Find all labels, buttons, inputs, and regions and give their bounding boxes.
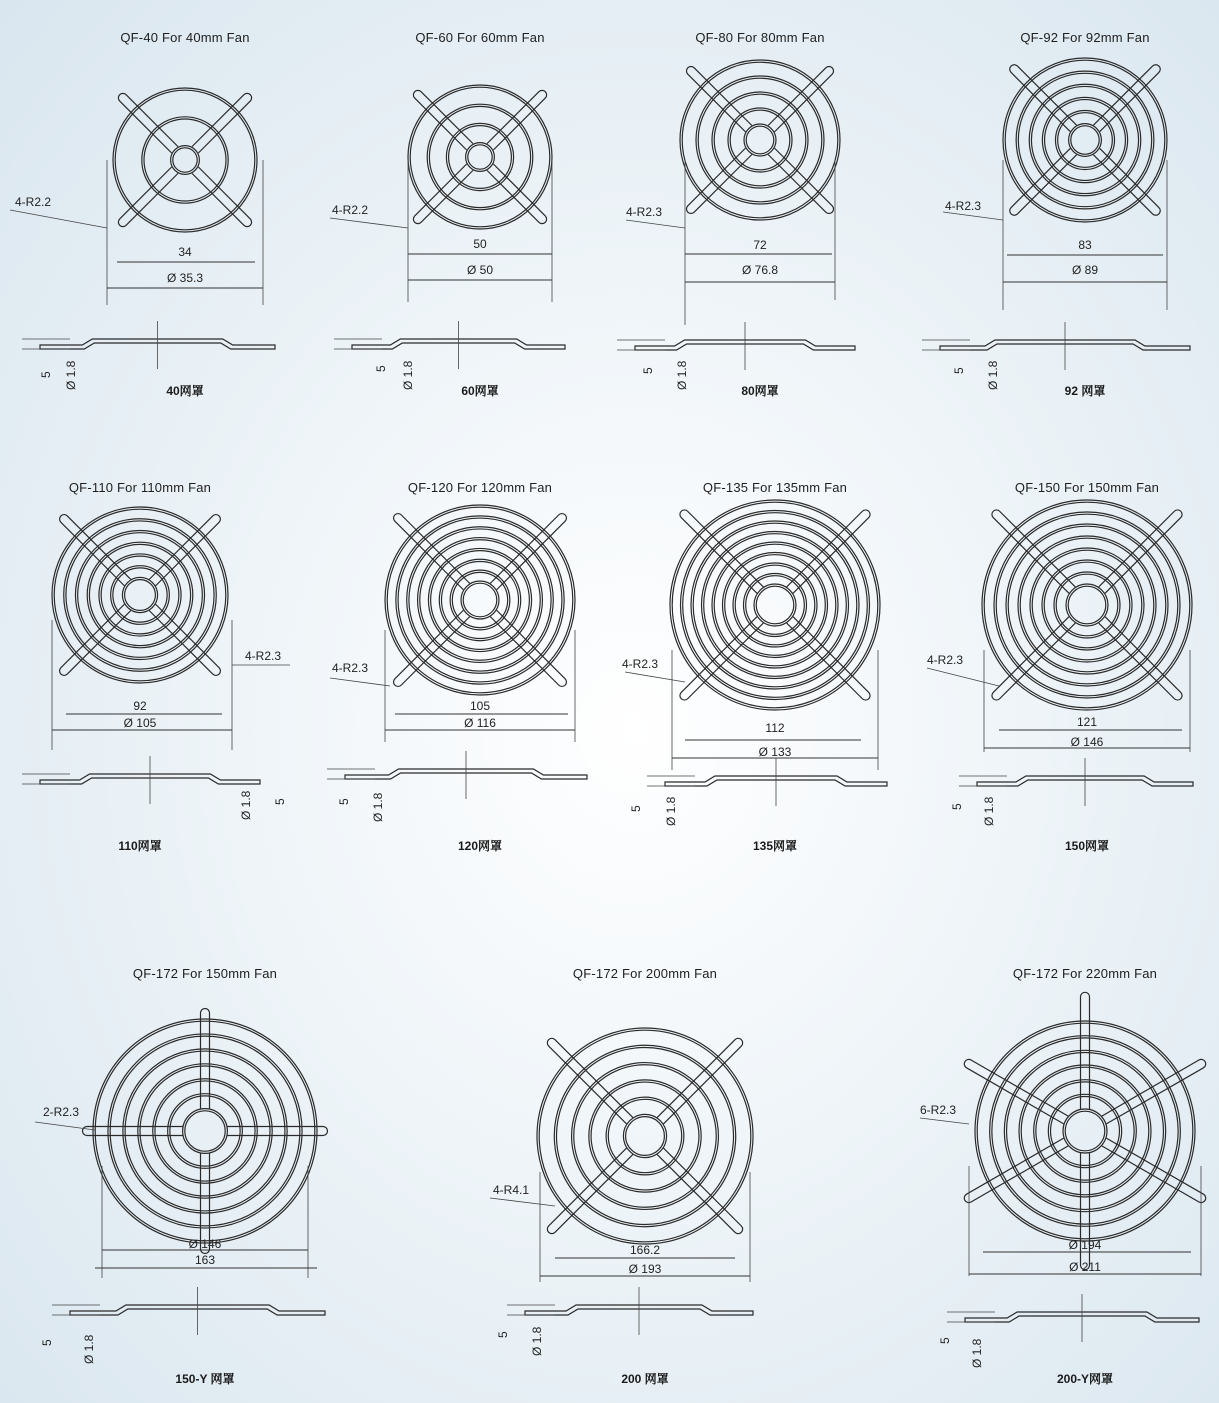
guard-ring	[441, 561, 518, 638]
guard-ring	[537, 1028, 753, 1244]
guard-spoke	[1093, 148, 1160, 215]
guard-spoke	[1099, 510, 1182, 593]
guard-caption: 60网罩	[461, 384, 499, 398]
radius-label: 4-R2.3	[927, 653, 964, 667]
guard-ring	[693, 523, 857, 687]
guard-drawing	[935, 0, 1219, 420]
guard-title: QF-172 For 200mm Fan	[572, 966, 718, 981]
guard-ring	[1003, 58, 1167, 222]
guard-caption: 135网罩	[752, 839, 798, 853]
guard-ring	[672, 502, 878, 708]
wire-dim: Ø 1.8	[970, 1338, 984, 1368]
guard-ring	[556, 1047, 733, 1224]
guard-caption: 110网罩	[118, 839, 162, 853]
guard-ring	[1016, 71, 1154, 209]
guard-ring	[431, 551, 530, 650]
guard-ring	[554, 1045, 735, 1226]
guard-ring	[93, 1019, 317, 1243]
guard-ring	[125, 1051, 285, 1211]
guard-ring	[1063, 1109, 1107, 1153]
guard-ring	[1055, 110, 1114, 169]
guard-spoke	[118, 167, 178, 227]
height-dim: 5	[938, 1337, 952, 1344]
guard-drawing	[927, 450, 1219, 870]
outer-dim: Ø 116	[464, 716, 496, 730]
guard-drawing	[495, 936, 795, 1403]
wire-dim: Ø 1.8	[239, 790, 253, 820]
guard-ring	[712, 542, 838, 668]
radius-label: 4-R2.2	[15, 195, 52, 209]
guard-spoke	[992, 510, 1075, 593]
guard-ring	[450, 570, 510, 630]
guard-ring	[78, 533, 203, 658]
wire-dim: Ø 1.8	[82, 1334, 96, 1364]
guard-ring	[1051, 1097, 1120, 1166]
guard-ring	[702, 532, 849, 679]
guard-ring	[1069, 124, 1102, 157]
guard-ring	[173, 148, 197, 172]
guard-ring	[387, 507, 573, 693]
radius-label: 2-R2.3	[43, 1105, 80, 1119]
outer-dim: Ø 89	[1071, 263, 1099, 277]
outer-dim: Ø 50	[466, 263, 494, 277]
inner-dim: 92	[133, 699, 147, 713]
guard-spoke	[413, 164, 473, 224]
guard-ring	[1068, 586, 1106, 624]
inner-dim: Ø 146	[188, 1237, 222, 1251]
guard-ring	[52, 507, 228, 683]
height-dim: 5	[629, 805, 643, 812]
guard-qf135	[622, 450, 925, 870]
inner-dim: 72	[753, 238, 767, 252]
guard-ring	[54, 509, 226, 681]
guard-ring	[144, 119, 226, 201]
guard-profile	[647, 758, 887, 806]
guard-qf92	[935, 0, 1219, 420]
wire-dim: Ø 1.8	[530, 1326, 544, 1356]
guard-spoke	[60, 604, 131, 675]
guard-drawing	[920, 936, 1219, 1403]
guard-drawing	[15, 0, 335, 420]
guard-spoke	[992, 617, 1075, 700]
guard-ring	[744, 124, 776, 156]
guard-caption: 40网罩	[166, 384, 204, 398]
inner-dim: 50	[473, 237, 487, 251]
inner-dim: 166.2	[629, 1243, 661, 1257]
outer-dim: Ø 146	[1070, 735, 1104, 749]
guard-ring	[113, 88, 257, 232]
guard-ring	[992, 1038, 1178, 1224]
inner-dim: 121	[1076, 715, 1098, 729]
inner-dim: 112	[765, 721, 785, 735]
guard-ring	[996, 514, 1178, 696]
guard-ring	[1042, 560, 1132, 650]
inner-dim: 83	[1078, 238, 1092, 252]
wire-dim: Ø 1.8	[664, 796, 678, 826]
guard-caption: 150-Y 网罩	[175, 1372, 235, 1386]
guard-ring	[385, 505, 575, 695]
guard-spoke	[394, 514, 470, 590]
guard-title: QF-135 For 135mm Fan	[702, 480, 848, 495]
outer-dim: Ø 193	[628, 1262, 662, 1276]
guard-ring	[572, 1063, 719, 1210]
guard-ring	[608, 1099, 681, 1172]
guard-ring	[682, 62, 838, 218]
guard-ring	[89, 544, 190, 645]
guard-ring	[110, 1036, 300, 1226]
guard-ring	[756, 586, 794, 624]
radius-label: 4-R2.3	[626, 205, 663, 219]
guard-profile	[922, 322, 1190, 370]
guard-qf120	[330, 450, 630, 870]
guard-ring	[1034, 1080, 1137, 1183]
guard-spoke	[787, 617, 870, 700]
guard-ring	[123, 1049, 287, 1213]
guard-ring	[1004, 1050, 1165, 1211]
guard-ring	[698, 78, 822, 202]
guard-spoke	[686, 66, 751, 131]
inner-dim: Ø 194	[1068, 1238, 1102, 1252]
guard-title: QF-172 For 220mm Fan	[1012, 966, 1158, 981]
guard-ring	[108, 1034, 302, 1228]
guard-ring	[1029, 84, 1141, 196]
guard-caption: 120网罩	[457, 839, 503, 853]
guard-ring	[1007, 1053, 1164, 1210]
guard-profile	[334, 321, 565, 369]
guard-ring	[994, 512, 1180, 698]
guard-ring	[1065, 1111, 1105, 1151]
guard-ring	[982, 500, 1192, 710]
guard-profile	[617, 322, 855, 370]
guard-spoke	[680, 510, 763, 593]
guard-ring	[1054, 572, 1120, 638]
guard-ring	[398, 518, 562, 682]
guard-ring	[744, 574, 807, 637]
guard-ring	[1045, 100, 1126, 181]
radius-label: 6-R2.3	[920, 1103, 957, 1117]
height-dim: 5	[641, 367, 655, 374]
guard-drawing	[330, 450, 630, 870]
guard-spoke	[394, 610, 470, 686]
guard-ring	[125, 580, 156, 611]
guard-face	[385, 505, 575, 695]
guard-spoke	[487, 90, 547, 150]
guard-qf60	[330, 0, 630, 420]
guard-ring	[122, 577, 157, 612]
guard-spoke	[768, 148, 833, 213]
guard-ring	[95, 1021, 315, 1241]
inner-dim: 34	[178, 245, 192, 259]
guard-ring	[183, 1109, 228, 1154]
guard-ring	[87, 542, 193, 648]
guard-ring	[1018, 536, 1156, 674]
height-dim: 5	[496, 1331, 510, 1338]
guard-ring	[730, 110, 790, 170]
radius-label: 4-R2.2	[332, 203, 369, 217]
guard-ring	[461, 581, 499, 619]
guard-ring	[623, 1114, 666, 1157]
guard-title: QF-92 For 92mm Fan	[1020, 30, 1150, 45]
guard-face	[537, 1028, 753, 1244]
guard-ring	[539, 1030, 751, 1242]
guard-ring	[113, 568, 167, 622]
guard-ring	[1030, 548, 1144, 662]
guard-ring	[427, 104, 533, 210]
guard-spoke	[487, 164, 547, 224]
guard-spoke	[490, 514, 566, 590]
inner-dim: 105	[469, 699, 491, 713]
guard-ring	[1031, 86, 1138, 193]
guard-ring	[1071, 126, 1099, 154]
guard-title: QF-110 For 110mm Fan	[68, 480, 212, 495]
guard-spoke	[787, 510, 870, 593]
guard-ring	[725, 555, 826, 656]
outer-dim: Ø 76.8	[741, 263, 779, 277]
guard-spoke	[1010, 148, 1077, 215]
guard-ring	[1066, 584, 1108, 626]
guard-ring	[429, 106, 530, 207]
guard-profile	[22, 756, 260, 804]
guard-spoke	[192, 93, 252, 153]
guard-face	[83, 1009, 328, 1254]
guard-face	[1003, 58, 1167, 222]
guard-drawing	[610, 0, 910, 420]
guard-ring	[449, 126, 512, 189]
guard-spoke	[680, 617, 763, 700]
guard-qf172-150	[40, 936, 355, 1403]
guard-spoke	[149, 515, 220, 586]
guard-ring	[428, 548, 531, 651]
guard-ring	[153, 1079, 258, 1184]
guard-spoke	[60, 515, 131, 586]
guard-drawing	[622, 450, 925, 870]
radius-label: 4-R4.1	[493, 1183, 530, 1197]
guard-drawing	[330, 0, 630, 420]
guard-face	[113, 88, 257, 232]
guard-face	[408, 85, 552, 229]
guard-qf172-200	[495, 936, 795, 1403]
guard-ring	[1020, 538, 1154, 672]
guard-ring	[984, 502, 1190, 708]
outer-dim: Ø 35.3	[166, 271, 204, 285]
guard-ring	[606, 1097, 684, 1175]
guard-profile	[947, 1294, 1199, 1342]
guard-ring	[1032, 550, 1142, 660]
guard-title: QF-150 For 150mm Fan	[1014, 480, 1160, 495]
guard-ring	[1021, 1067, 1149, 1195]
outer-dim: Ø 133	[758, 745, 792, 759]
guard-ring	[1018, 73, 1151, 206]
height-dim: 5	[337, 798, 351, 805]
guard-ring	[446, 123, 513, 190]
guard-spoke	[1093, 65, 1160, 132]
guard-title: QF-40 For 40mm Fan	[120, 30, 250, 45]
guard-face	[52, 507, 228, 683]
guard-ring	[185, 1111, 225, 1151]
guard-ring	[1058, 113, 1113, 168]
radius-label: 4-R2.3	[945, 199, 982, 213]
guard-ring	[728, 108, 792, 172]
guard-spoke	[149, 604, 220, 675]
guard-spoke	[1099, 617, 1182, 700]
guard-ring	[696, 76, 824, 204]
height-dim: 5	[952, 367, 966, 374]
guard-title: QF-60 For 60mm Fan	[415, 30, 545, 45]
wire-dim: Ø 1.8	[401, 360, 415, 390]
guard-qf80	[610, 0, 910, 420]
guard-title: QF-80 For 80mm Fan	[695, 30, 825, 45]
guard-qf150	[927, 450, 1219, 870]
guard-caption: 92 网罩	[1064, 384, 1106, 398]
guard-ring	[574, 1065, 716, 1207]
guard-qf172-220	[920, 936, 1219, 1403]
guard-ring	[626, 1117, 665, 1156]
outer-dim: Ø 211	[1069, 1260, 1101, 1274]
guard-ring	[1044, 562, 1130, 648]
guard-ring	[723, 553, 828, 658]
guard-spoke	[490, 610, 566, 686]
guard-ring	[975, 1021, 1195, 1241]
guard-caption: 200 网罩	[621, 1372, 669, 1386]
guard-ring	[1019, 1065, 1151, 1197]
guard-ring	[746, 126, 774, 154]
guard-profile	[327, 751, 587, 799]
guard-ring	[691, 521, 859, 689]
guard-spoke	[768, 66, 833, 131]
guard-ring	[680, 60, 840, 220]
height-dim: 5	[273, 798, 287, 805]
guard-ring	[735, 565, 815, 645]
guard-ring	[990, 1036, 1181, 1227]
radius-label: 4-R2.3	[245, 649, 282, 663]
guard-ring	[754, 584, 796, 626]
guard-profile	[22, 321, 275, 369]
guard-ring	[111, 566, 170, 625]
guard-ring	[138, 1064, 272, 1198]
wire-dim: Ø 1.8	[64, 360, 78, 390]
guard-profile	[52, 1287, 325, 1335]
guard-spoke	[686, 148, 751, 213]
radius-label: 4-R2.3	[622, 657, 659, 671]
guard-ring	[168, 1094, 243, 1169]
guard-ring	[591, 1082, 699, 1190]
radius-label: 4-R2.3	[332, 661, 369, 675]
guard-ring	[439, 559, 520, 640]
guard-ring	[66, 521, 214, 669]
guard-ring	[466, 143, 495, 172]
height-dim: 5	[374, 365, 388, 372]
height-dim: 5	[950, 803, 964, 810]
guard-ring	[420, 540, 540, 660]
guard-face	[680, 60, 840, 220]
guard-ring	[170, 1096, 240, 1166]
wire-dim: Ø 1.8	[675, 360, 689, 390]
wire-dim: Ø 1.8	[371, 792, 385, 822]
height-dim: 5	[40, 1339, 54, 1346]
guard-ring	[683, 513, 868, 698]
guard-drawing	[0, 450, 290, 870]
guard-caption: 80网罩	[741, 384, 779, 398]
guard-title: QF-172 For 150mm Fan	[132, 966, 278, 981]
guard-ring	[712, 92, 808, 188]
height-dim: 5	[39, 371, 53, 378]
guard-ring	[977, 1023, 1193, 1239]
guard-ring	[171, 146, 200, 175]
guard-drawing	[40, 936, 355, 1403]
guard-spoke	[1010, 65, 1077, 132]
guard-spoke	[192, 167, 252, 227]
guard-ring	[75, 530, 204, 659]
guard-face	[982, 500, 1192, 710]
outer-dim: Ø 105	[123, 716, 157, 730]
guard-caption: 150网罩	[1064, 839, 1110, 853]
guard-ring	[418, 538, 543, 663]
guard-qf40	[15, 0, 335, 420]
guard-ring	[410, 87, 550, 227]
guard-ring	[142, 117, 228, 203]
guard-ring	[140, 1066, 270, 1196]
guard-title: QF-120 For 120mm Fan	[407, 480, 553, 495]
guard-ring	[681, 511, 870, 700]
wire-dim: Ø 1.8	[982, 796, 996, 826]
guard-ring	[1048, 1094, 1121, 1167]
guard-ring	[463, 583, 497, 617]
guard-spoke	[118, 93, 178, 153]
wire-dim: Ø 1.8	[986, 360, 1000, 390]
guard-ring	[396, 516, 564, 684]
guard-face	[964, 992, 1205, 1269]
guard-face	[670, 500, 880, 710]
guard-caption: 200-Y网罩	[1056, 1372, 1114, 1386]
guard-qf110	[0, 450, 290, 870]
guard-ring	[115, 90, 255, 230]
guard-spoke	[413, 90, 473, 150]
outer-dim: 163	[194, 1253, 216, 1267]
guard-ring	[468, 145, 492, 169]
